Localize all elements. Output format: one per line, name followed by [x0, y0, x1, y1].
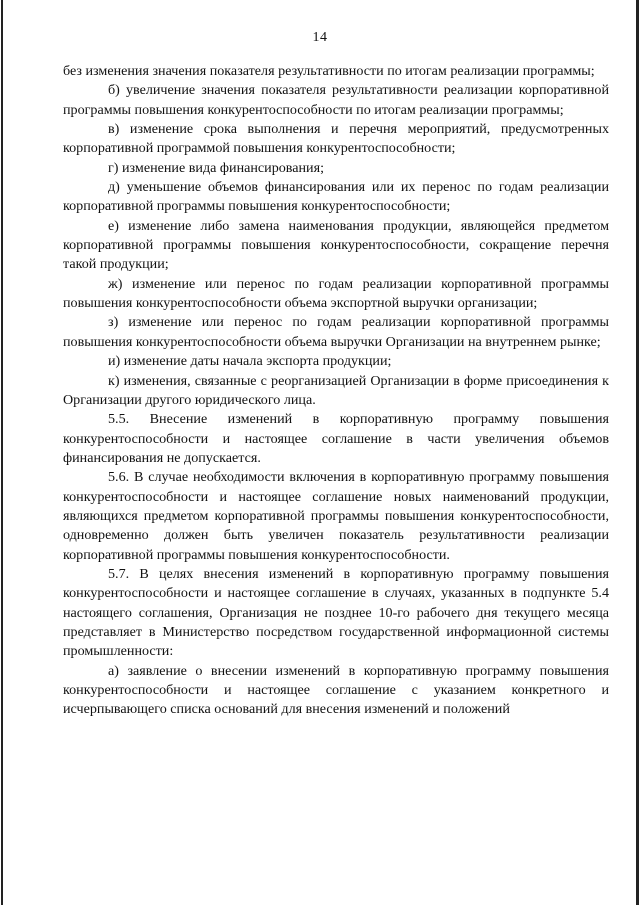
- paragraph-item-d: д) уменьшение объемов финансирования или их перенос по годам реализации корпоративной программы повышения конкурентоспособности;: [63, 179, 609, 215]
- paragraph-item-e: е) изменение либо замена наименования продукции, являющейся предметом корпоративной программы повышения конкурентоспособности, сокращение перечня такой продукции;: [63, 217, 609, 273]
- page-number: 14: [312, 30, 328, 45]
- paragraph-item-b: б) увеличение значения показателя результативности реализации корпоративной программы повышения конкурентоспособности по итогам реализации программы;: [63, 82, 609, 118]
- scan-edge-left: [1, 0, 3, 905]
- paragraph-item-k: к) изменения, связанные с реорганизацией Организации в форме присоединения к Организации другого юридического лица.: [63, 372, 609, 408]
- paragraph-continuation: без изменения значения показателя результативности по итогам реализации программы;: [63, 63, 595, 79]
- paragraph-item-v: в) изменение срока выполнения и перечня мероприятий, предусмотренных корпоративной программой повышения конкурентоспособности;: [63, 121, 609, 157]
- paragraph-item-a: а) заявление о внесении изменений в корпоративную программу повышения конкурентоспособности и настоящее соглашение с указанием конкретного и исчерпывающего списка оснований для внесения изменений и положений: [63, 662, 609, 718]
- paragraph-item-z: з) изменение или перенос по годам реализации корпоративной программы повышения конкурентоспособности объема выручки Организации на внутреннем рынке;: [63, 314, 609, 350]
- paragraph-item-i: и) изменение даты начала экспорта продукции;: [108, 353, 392, 370]
- paragraph-item-zh: ж) изменение или перенос по годам реализации корпоративной программы повышения конкурентоспособности объема экспортной выручки организации;: [63, 275, 609, 312]
- document-body: [63, 62, 609, 720]
- paragraph-5-5: 5.5. Внесение изменений в корпоративную программу повышения конкурентоспособности и настоящее соглашение в части увеличения объемов финансирования не допускается.: [63, 411, 609, 466]
- paragraph-5-6: 5.6. В случае необходимости включения в корпоративную программу повышения конкурентоспособности и настоящее соглашение новых наименований продукции, являющихся предметом корпоративной программы повышения конкурентоспособности, одновременно должен быть увеличен показатель результативности реализации корпоративной программы повышения конкурентоспособности.: [63, 469, 609, 563]
- scan-edge-right: [636, 0, 639, 905]
- paragraph-item-g: г) изменение вида финансирования;: [108, 159, 325, 176]
- paragraph-5-7: 5.7. В целях внесения изменений в корпоративную программу повышения конкурентоспособности и настоящее соглашение в случаях, указанных в подпункте 5.4 настоящего соглашения, Организация не позднее 10-го рабочего дня текущего месяца представляет в Министерство посредством государственной информационной системы промышленности:: [63, 565, 609, 660]
